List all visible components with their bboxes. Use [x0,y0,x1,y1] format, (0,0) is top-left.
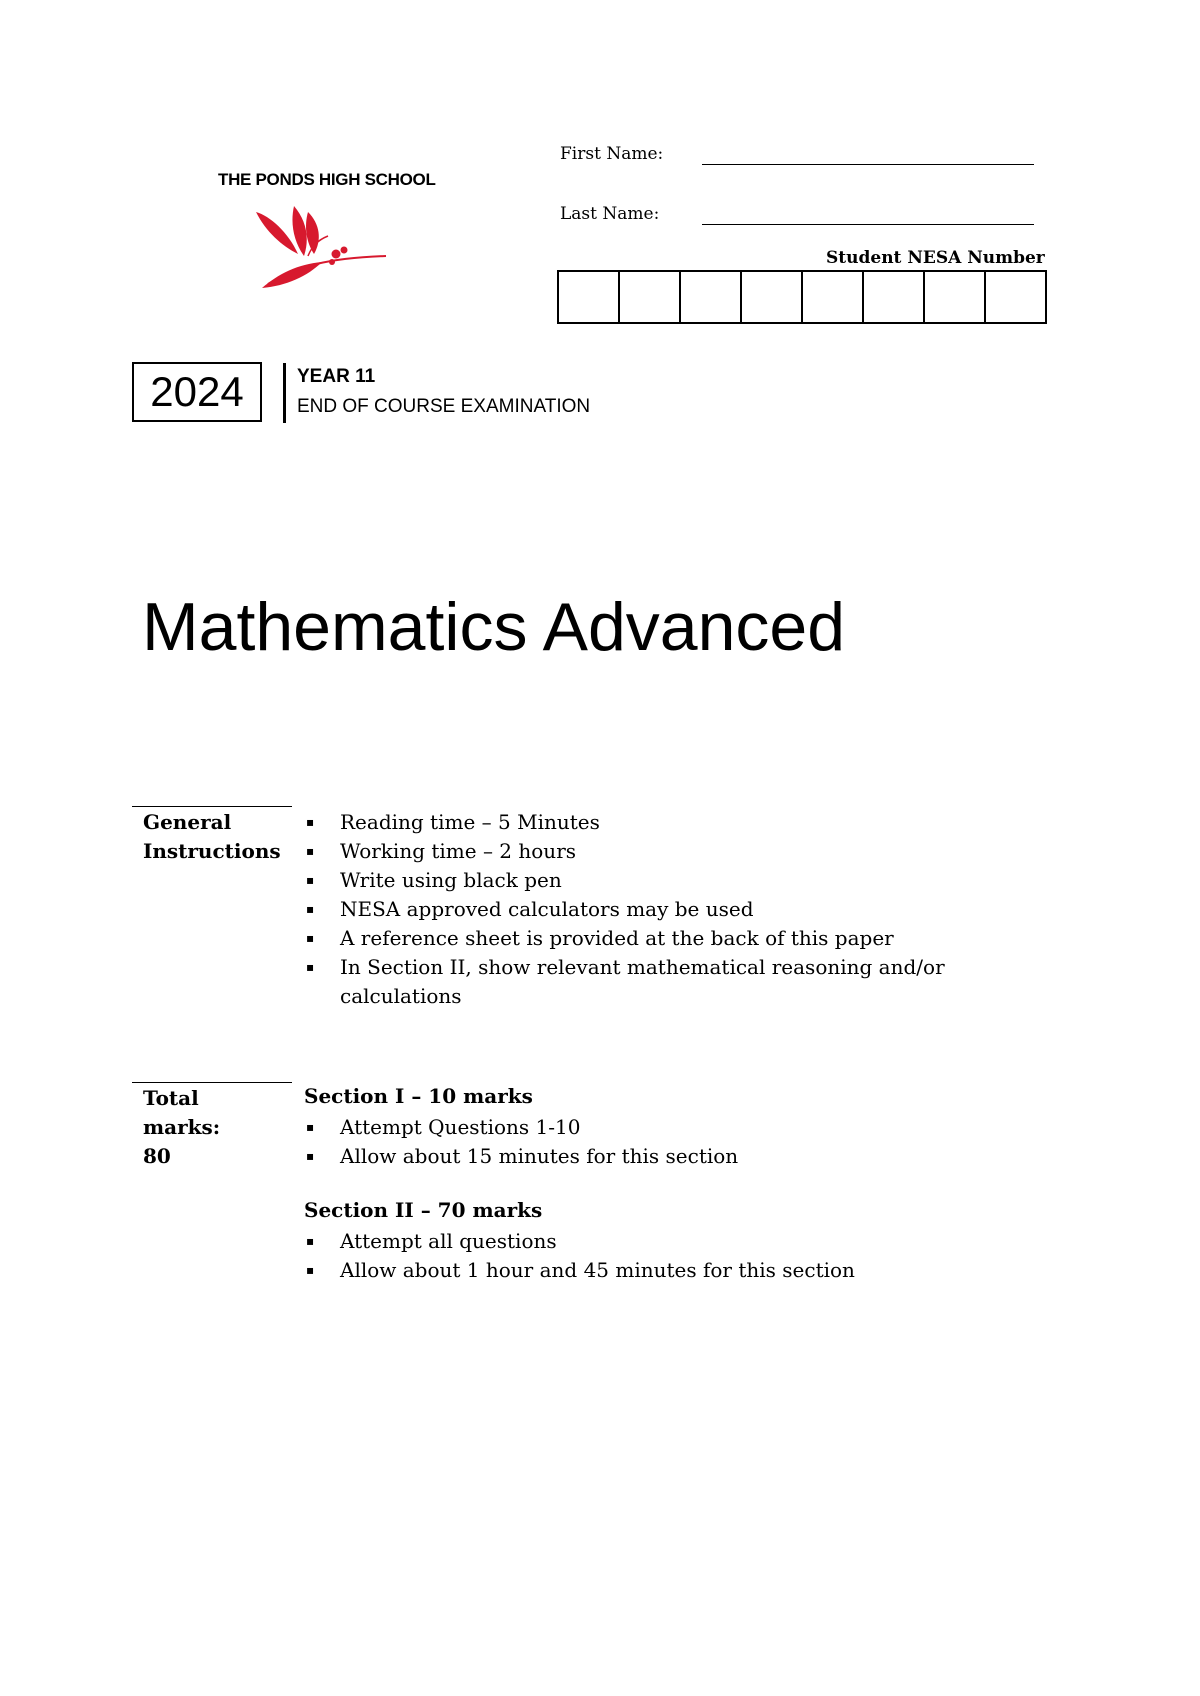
nesa-digit-box[interactable] [864,272,925,322]
nesa-digit-box[interactable] [742,272,803,322]
list-item: ▪ NESA approved calculators may be used [304,895,1000,924]
list-item: ▪ Write using black pen [304,866,1000,895]
section-2-list [304,1227,1000,1285]
subject-title: Mathematics Advanced [142,589,846,665]
total-marks-label: Total marks: 80 [143,1084,220,1171]
nesa-digit-box[interactable] [681,272,742,322]
general-instructions-list [304,808,1000,1011]
general-instructions-label: General Instructions [143,810,281,863]
list-item: ▪ In Section II, show relevant mathematical reasoning and/or calculations [304,953,980,1011]
last-name-field[interactable] [702,224,1034,225]
nesa-digit-box[interactable] [559,272,620,322]
section-2-heading: Section II – 70 marks [304,1198,543,1222]
divider [283,363,286,423]
exam-type: END OF COURSE EXAMINATION [297,396,591,417]
list-item: ▪ Attempt Questions 1-10 [304,1113,1000,1142]
nesa-digit-box[interactable] [620,272,681,322]
nesa-digit-box[interactable] [803,272,864,322]
list-item: ▪ Reading time – 5 Minutes [304,808,1000,837]
last-name-label: Last Name: [560,204,660,224]
exam-year-box: 2024 [132,362,262,422]
divider [132,1082,292,1083]
total-marks-value: 80 [143,1144,171,1168]
list-item: ▪ Working time – 2 hours [304,837,1000,866]
divider [132,806,292,807]
year-level: YEAR 11 [297,366,376,387]
section-1-list [304,1113,1000,1171]
eucalyptus-leaf-logo-icon [248,206,388,288]
first-name-field[interactable] [702,164,1034,165]
nesa-number-label: Student NESA Number [826,248,1045,268]
nesa-number-boxes [557,270,1047,324]
list-item: ▪ Attempt all questions [304,1227,1000,1256]
list-item: ▪ Allow about 1 hour and 45 minutes for this section [304,1256,1000,1285]
school-name: THE PONDS HIGH SCHOOL [218,170,436,189]
first-name-label: First Name: [560,144,664,164]
nesa-digit-box[interactable] [986,272,1045,322]
nesa-digit-box[interactable] [925,272,986,322]
section-1-heading: Section I – 10 marks [304,1084,533,1108]
list-item: ▪ Allow about 15 minutes for this section [304,1142,1000,1171]
list-item: ▪ A reference sheet is provided at the back of this paper [304,924,1000,953]
